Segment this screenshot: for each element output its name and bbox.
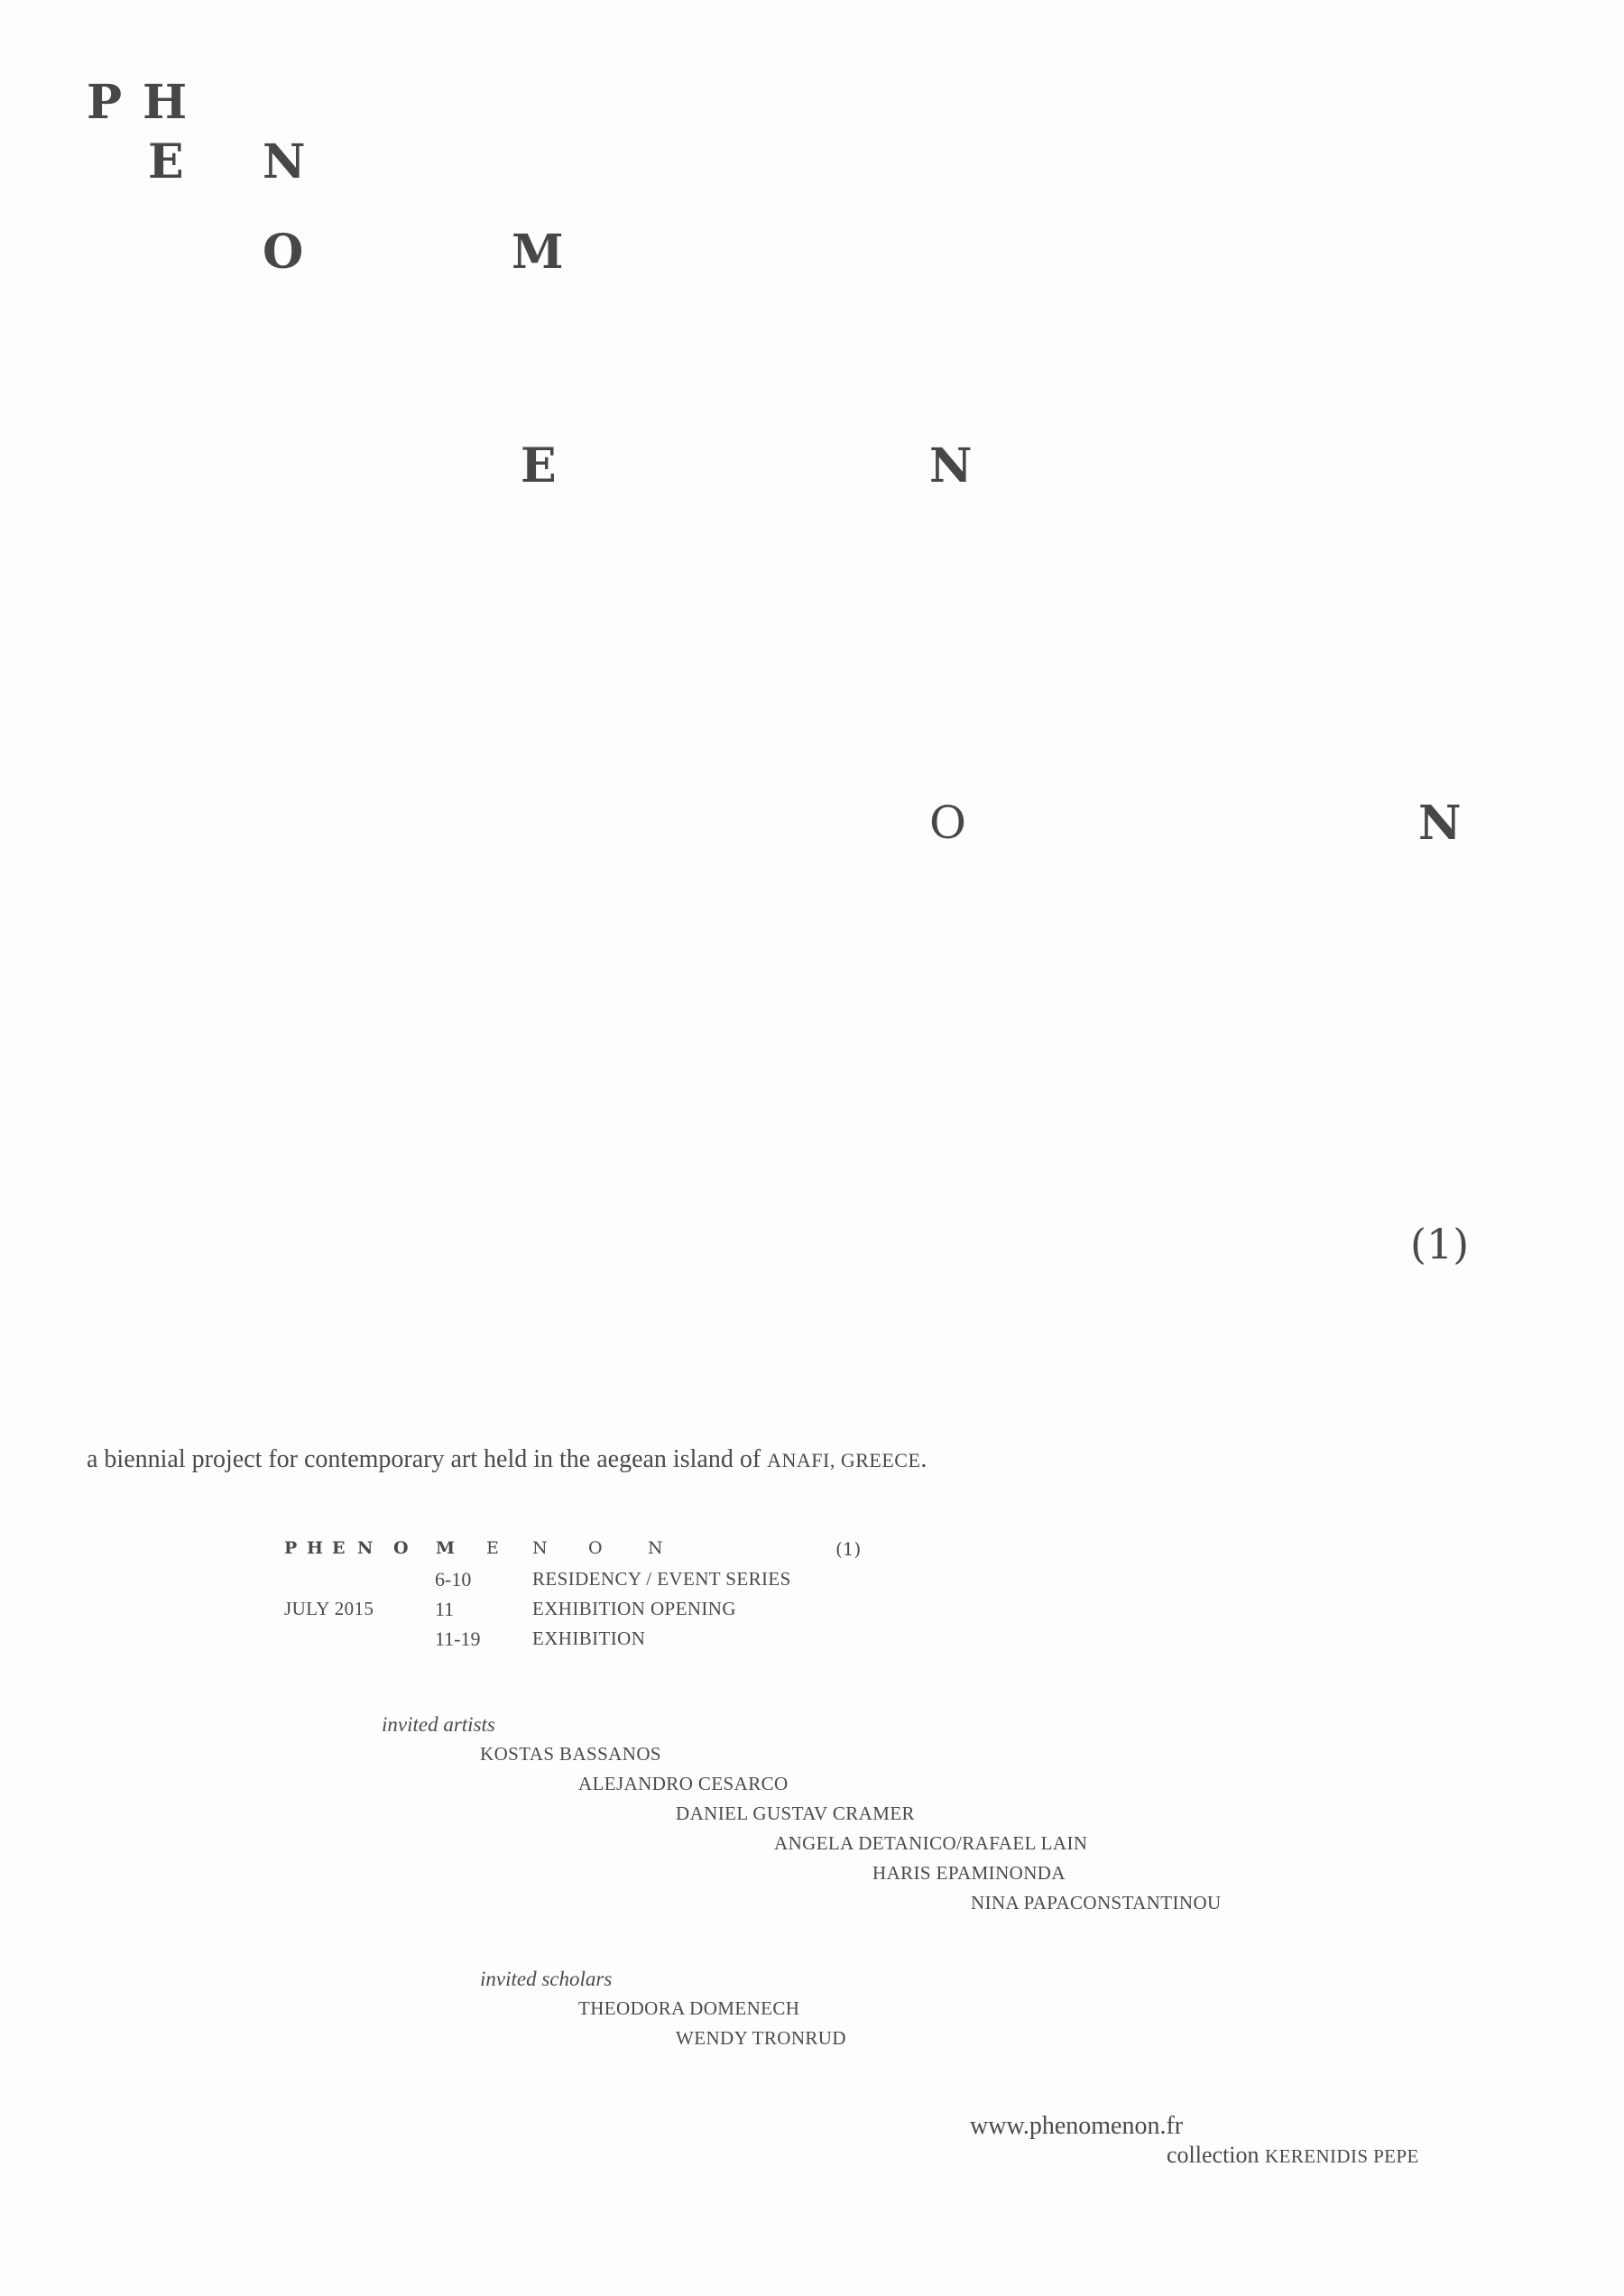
title-letter-e2: E xyxy=(521,438,557,493)
schedule-dates-2: 11 xyxy=(435,1598,455,1620)
mini-letter-p: P xyxy=(284,1538,298,1558)
title-letter-o2: O xyxy=(929,797,966,849)
scholar-name: THEODORA DOMENECH xyxy=(578,1997,800,2019)
schedule-month: JULY 2015 xyxy=(284,1598,374,1619)
artist-name: ALEJANDRO CESARCO xyxy=(578,1773,789,1794)
mini-letter-n3: N xyxy=(648,1538,663,1558)
artist-name: KOSTAS BASSANOS xyxy=(480,1743,661,1765)
artist-name: DANIEL GUSTAV CRAMER xyxy=(676,1803,915,1824)
mini-letter-e: E xyxy=(332,1538,346,1558)
mini-letter-m: M xyxy=(436,1538,456,1558)
mini-letter-n: N xyxy=(357,1538,374,1558)
collection-name: KERENIDIS PEPE xyxy=(1265,2145,1419,2167)
mini-letter-e2: E xyxy=(486,1538,499,1558)
mini-letter-n2: N xyxy=(532,1538,548,1558)
tagline-place: ANAFI, GREECE xyxy=(767,1449,921,1471)
artist-name: ANGELA DETANICO/RAFAEL LAIN xyxy=(774,1832,1088,1854)
title-letter-m: M xyxy=(512,225,564,280)
tagline-end: . xyxy=(920,1445,927,1473)
title-letter-p: P xyxy=(87,75,123,130)
title-letter-e: E xyxy=(148,134,184,189)
collection-label: collection xyxy=(1167,2142,1260,2168)
tagline-text: a biennial project for contemporary art held in the aegean island of xyxy=(87,1445,761,1473)
schedule-event-2: EXHIBITION OPENING xyxy=(532,1598,736,1619)
scholars-label: invited scholars xyxy=(480,1968,613,1990)
title-letter-n3: N xyxy=(1418,796,1462,851)
artists-label: invited artists xyxy=(382,1713,495,1736)
schedule-event-1: RESIDENCY / EVENT SERIES xyxy=(532,1568,791,1590)
mini-letter-o: O xyxy=(393,1538,409,1558)
mini-letter-h: H xyxy=(307,1538,323,1558)
title-letter-n2: N xyxy=(929,438,973,493)
artist-name: HARIS EPAMINONDA xyxy=(872,1862,1066,1884)
collection-credit xyxy=(1167,2144,1419,2167)
mini-letter-o2: O xyxy=(588,1538,603,1558)
tagline xyxy=(87,1447,927,1472)
edition-number: (1) xyxy=(1410,1220,1470,1268)
title-letter-n: N xyxy=(263,134,306,189)
artist-name: NINA PAPACONSTANTINOU xyxy=(971,1892,1222,1913)
schedule-dates-1: 6-10 xyxy=(435,1568,472,1591)
schedule-event-3: EXHIBITION xyxy=(532,1627,646,1649)
schedule-dates-3: 11-19 xyxy=(435,1627,481,1650)
title-letter-o: O xyxy=(263,225,304,280)
website-link[interactable]: www.phenomenon.fr xyxy=(970,2112,1184,2140)
mini-edition: (1) xyxy=(835,1538,862,1560)
title-letter-h: H xyxy=(143,75,188,130)
scholar-name: WENDY TRONRUD xyxy=(676,2027,846,2049)
